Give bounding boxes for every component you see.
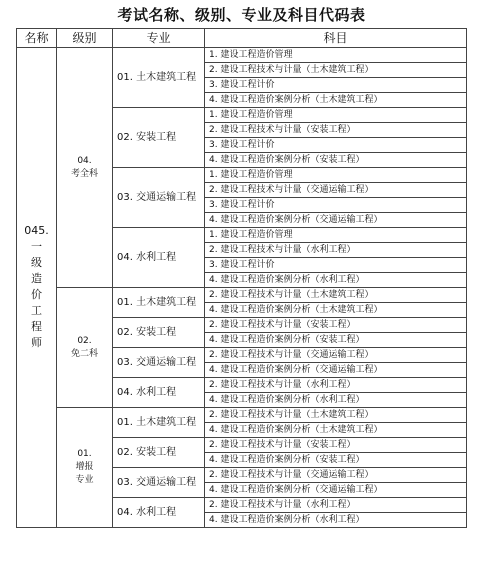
level-cell	[57, 48, 113, 288]
subject-cell: 4. 建设工程造价案例分析（安装工程）	[205, 333, 467, 348]
subject-cell: 4. 建设工程造价案例分析（水利工程）	[205, 273, 467, 288]
level-name: 考全科	[70, 168, 98, 179]
table-body	[17, 48, 467, 528]
exam-name-cell	[17, 48, 57, 528]
major-cell: 04. 水利工程	[113, 378, 205, 408]
code-table	[16, 28, 467, 528]
subject-cell: 2. 建设工程技术与计量（土木建筑工程）	[205, 63, 467, 78]
subject-cell: 3. 建设工程计价	[205, 258, 467, 273]
header-name: 名称	[17, 29, 57, 48]
exam-code: 045.	[24, 224, 49, 237]
subject-cell: 2. 建设工程技术与计量（交通运输工程）	[205, 183, 467, 198]
subject-cell: 3. 建设工程计价	[205, 138, 467, 153]
level-name: 免二科	[70, 348, 98, 359]
table-row	[17, 408, 467, 423]
header-subject: 科目	[205, 29, 467, 48]
header-major: 专业	[113, 29, 205, 48]
subject-cell: 1. 建设工程造价管理	[205, 108, 467, 123]
major-cell: 03. 交通运输工程	[113, 348, 205, 378]
major-cell: 02. 安装工程	[113, 108, 205, 168]
subject-cell: 2. 建设工程技术与计量（交通运输工程）	[205, 468, 467, 483]
major-cell: 01. 土木建筑工程	[113, 288, 205, 318]
major-cell: 04. 水利工程	[113, 228, 205, 288]
subject-cell: 4. 建设工程造价案例分析（水利工程）	[205, 513, 467, 528]
exam-name: 一级造价工程师	[31, 240, 42, 349]
subject-cell: 2. 建设工程技术与计量（水利工程）	[205, 243, 467, 258]
level-code: 01.	[77, 449, 92, 459]
level-code: 04.	[77, 155, 92, 166]
level-name: 增报专业	[75, 462, 94, 485]
page-title: 考试名称、级别、专业及科目代码表	[117, 6, 366, 24]
table-row	[17, 288, 467, 303]
subject-cell: 3. 建设工程计价	[205, 198, 467, 213]
subject-cell: 2. 建设工程技术与计量（土木建筑工程）	[205, 408, 467, 423]
subject-cell: 1. 建设工程造价管理	[205, 168, 467, 183]
subject-cell: 1. 建设工程造价管理	[205, 228, 467, 243]
subject-cell: 4. 建设工程造价案例分析（安装工程）	[205, 453, 467, 468]
subject-cell: 2. 建设工程技术与计量（安装工程）	[205, 318, 467, 333]
level-cell	[57, 408, 113, 528]
major-cell: 02. 安装工程	[113, 318, 205, 348]
subject-cell: 2. 建设工程技术与计量（安装工程）	[205, 123, 467, 138]
major-cell: 01. 土木建筑工程	[113, 408, 205, 438]
subject-cell: 4. 建设工程造价案例分析（交通运输工程）	[205, 483, 467, 498]
major-cell: 01. 土木建筑工程	[113, 48, 205, 108]
level-cell	[57, 288, 113, 408]
level-code: 02.	[77, 335, 92, 346]
major-cell: 03. 交通运输工程	[113, 468, 205, 498]
subject-cell: 4. 建设工程造价案例分析（交通运输工程）	[205, 363, 467, 378]
subject-cell: 2. 建设工程技术与计量（水利工程）	[205, 498, 467, 513]
subject-cell: 3. 建设工程计价	[205, 78, 467, 93]
table-row	[17, 48, 467, 63]
major-cell: 04. 水利工程	[113, 498, 205, 528]
subject-cell: 2. 建设工程技术与计量（安装工程）	[205, 438, 467, 453]
subject-cell: 2. 建设工程技术与计量（交通运输工程）	[205, 348, 467, 363]
table-header-row	[17, 29, 467, 48]
major-cell: 03. 交通运输工程	[113, 168, 205, 228]
subject-cell: 4. 建设工程造价案例分析（水利工程）	[205, 393, 467, 408]
subject-cell: 4. 建设工程造价案例分析（安装工程）	[205, 153, 467, 168]
subject-cell: 4. 建设工程造价案例分析（土木建筑工程）	[205, 423, 467, 438]
subject-cell: 1. 建设工程造价管理	[205, 48, 467, 63]
subject-cell: 4. 建设工程造价案例分析（土木建筑工程）	[205, 303, 467, 318]
subject-cell: 2. 建设工程技术与计量（水利工程）	[205, 378, 467, 393]
subject-cell: 2. 建设工程技术与计量（土木建筑工程）	[205, 288, 467, 303]
subject-cell: 4. 建设工程造价案例分析（土木建筑工程）	[205, 93, 467, 108]
subject-cell: 4. 建设工程造价案例分析（交通运输工程）	[205, 213, 467, 228]
major-cell: 02. 安装工程	[113, 438, 205, 468]
header-level: 级别	[57, 29, 113, 48]
